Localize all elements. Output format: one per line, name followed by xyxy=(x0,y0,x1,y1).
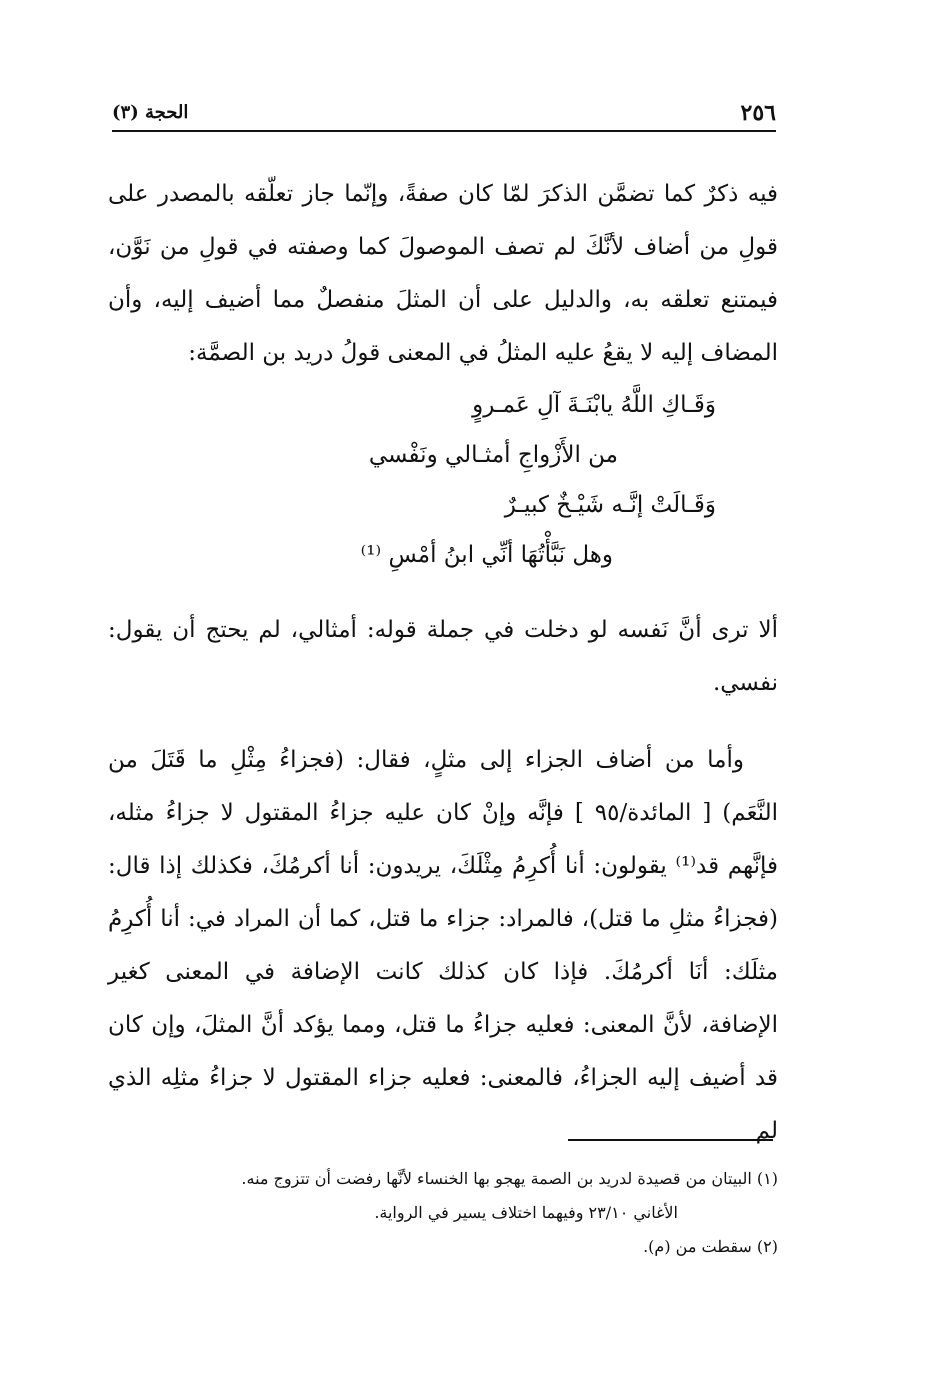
poem-line-1: وَقَـاكِ اللَّهُ يابْنَـةَ آلِ عَمـروٍ xyxy=(472,392,716,418)
paragraph-3: وأما من أضاف الجزاء إلى مثلٍ، فقال: (فجزاءُ مِثْلِ ما قَتَلَ من النَّعَم) [ المائدة/٩٥ ] فإنَّه وإنْ كان عليه جزاءُ المقتول لا جزاءُ مثله، فإنَّهم قد⁽¹⁾ يقولون: أنا أُكرِمُ مِثْلَكَ، يريدون: أنا أكرمُكَ، فكذلك إذا قال: (فجزاءُ مثلِ ما قتل)، فالمراد: جزاء ما قتل، كما أن المراد في: أنا أُكرِمُ مثلَك: أنَا أكرمُكَ. فإذا كان كذلك كانت الإضافة في المعنى كغير الإضافة، لأنَّ المعنى: فعليه جزاءُ ما قتل، ومما يؤكد أنَّ المثلَ، وإن كان قد أضيف إليه الجزاءُ، فالمعنى: فعليه جزاء المقتول لا جزاءُ مثلِه الذي لم xyxy=(108,747,779,1144)
footnote-1-continuation: الأغاني ٢٣/١٠ وفيهما اختلاف يسير في الرواية. xyxy=(374,1203,678,1222)
footnote-separator xyxy=(568,1139,773,1141)
footnote-2: (٢) سقطت من (م). xyxy=(643,1237,778,1256)
running-header xyxy=(112,96,776,132)
paragraph-2: ألا ترى أنَّ نَفسه لو دخلت في جملة قوله: أمثالي، لم يحتج أن يقول: نفسي. xyxy=(108,617,778,696)
poem-verses xyxy=(108,380,778,580)
main-text xyxy=(108,168,778,1158)
page-number: ٢٥٦ xyxy=(740,100,776,126)
running-title: الحجة (٣) xyxy=(112,102,189,123)
footnote-1: (١) البيتان من قصيدة لدريد بن الصمة يهجو بها الخنساء لأنَّها رفضت أن تتزوج منه. xyxy=(241,1169,778,1188)
poem-line-3: وَقَـالَتْ إنَّـه شَيْـخٌ كبيـرٌ xyxy=(504,492,716,518)
poem-line-4: وهل نَبَّأْتُهَا أنِّي ابنُ أمْسِ ⁽¹⁾ xyxy=(360,542,613,568)
footnotes xyxy=(110,1162,778,1264)
paragraph-1: فيه ذكرٌ كما تضمَّن الذكرَ لمّا كان صفةً، وإنّما جاز تعلّقه بالمصدر على قولِ من أضاف لأنَّكَ لم تصف الموصولَ كما وصفته في قولِ من نَوَّن، فيمتنع تعلقه به، والدليل على أن المثلَ منفصلٌ مما أضيف إليه، وأن المضاف إليه لا يقعُ عليه المثلُ في المعنى قولُ دريد بن الصمَّة: xyxy=(108,181,778,366)
poem-line-2: من الأَزْواجِ أمثـالي ونَفْسي xyxy=(368,442,618,468)
